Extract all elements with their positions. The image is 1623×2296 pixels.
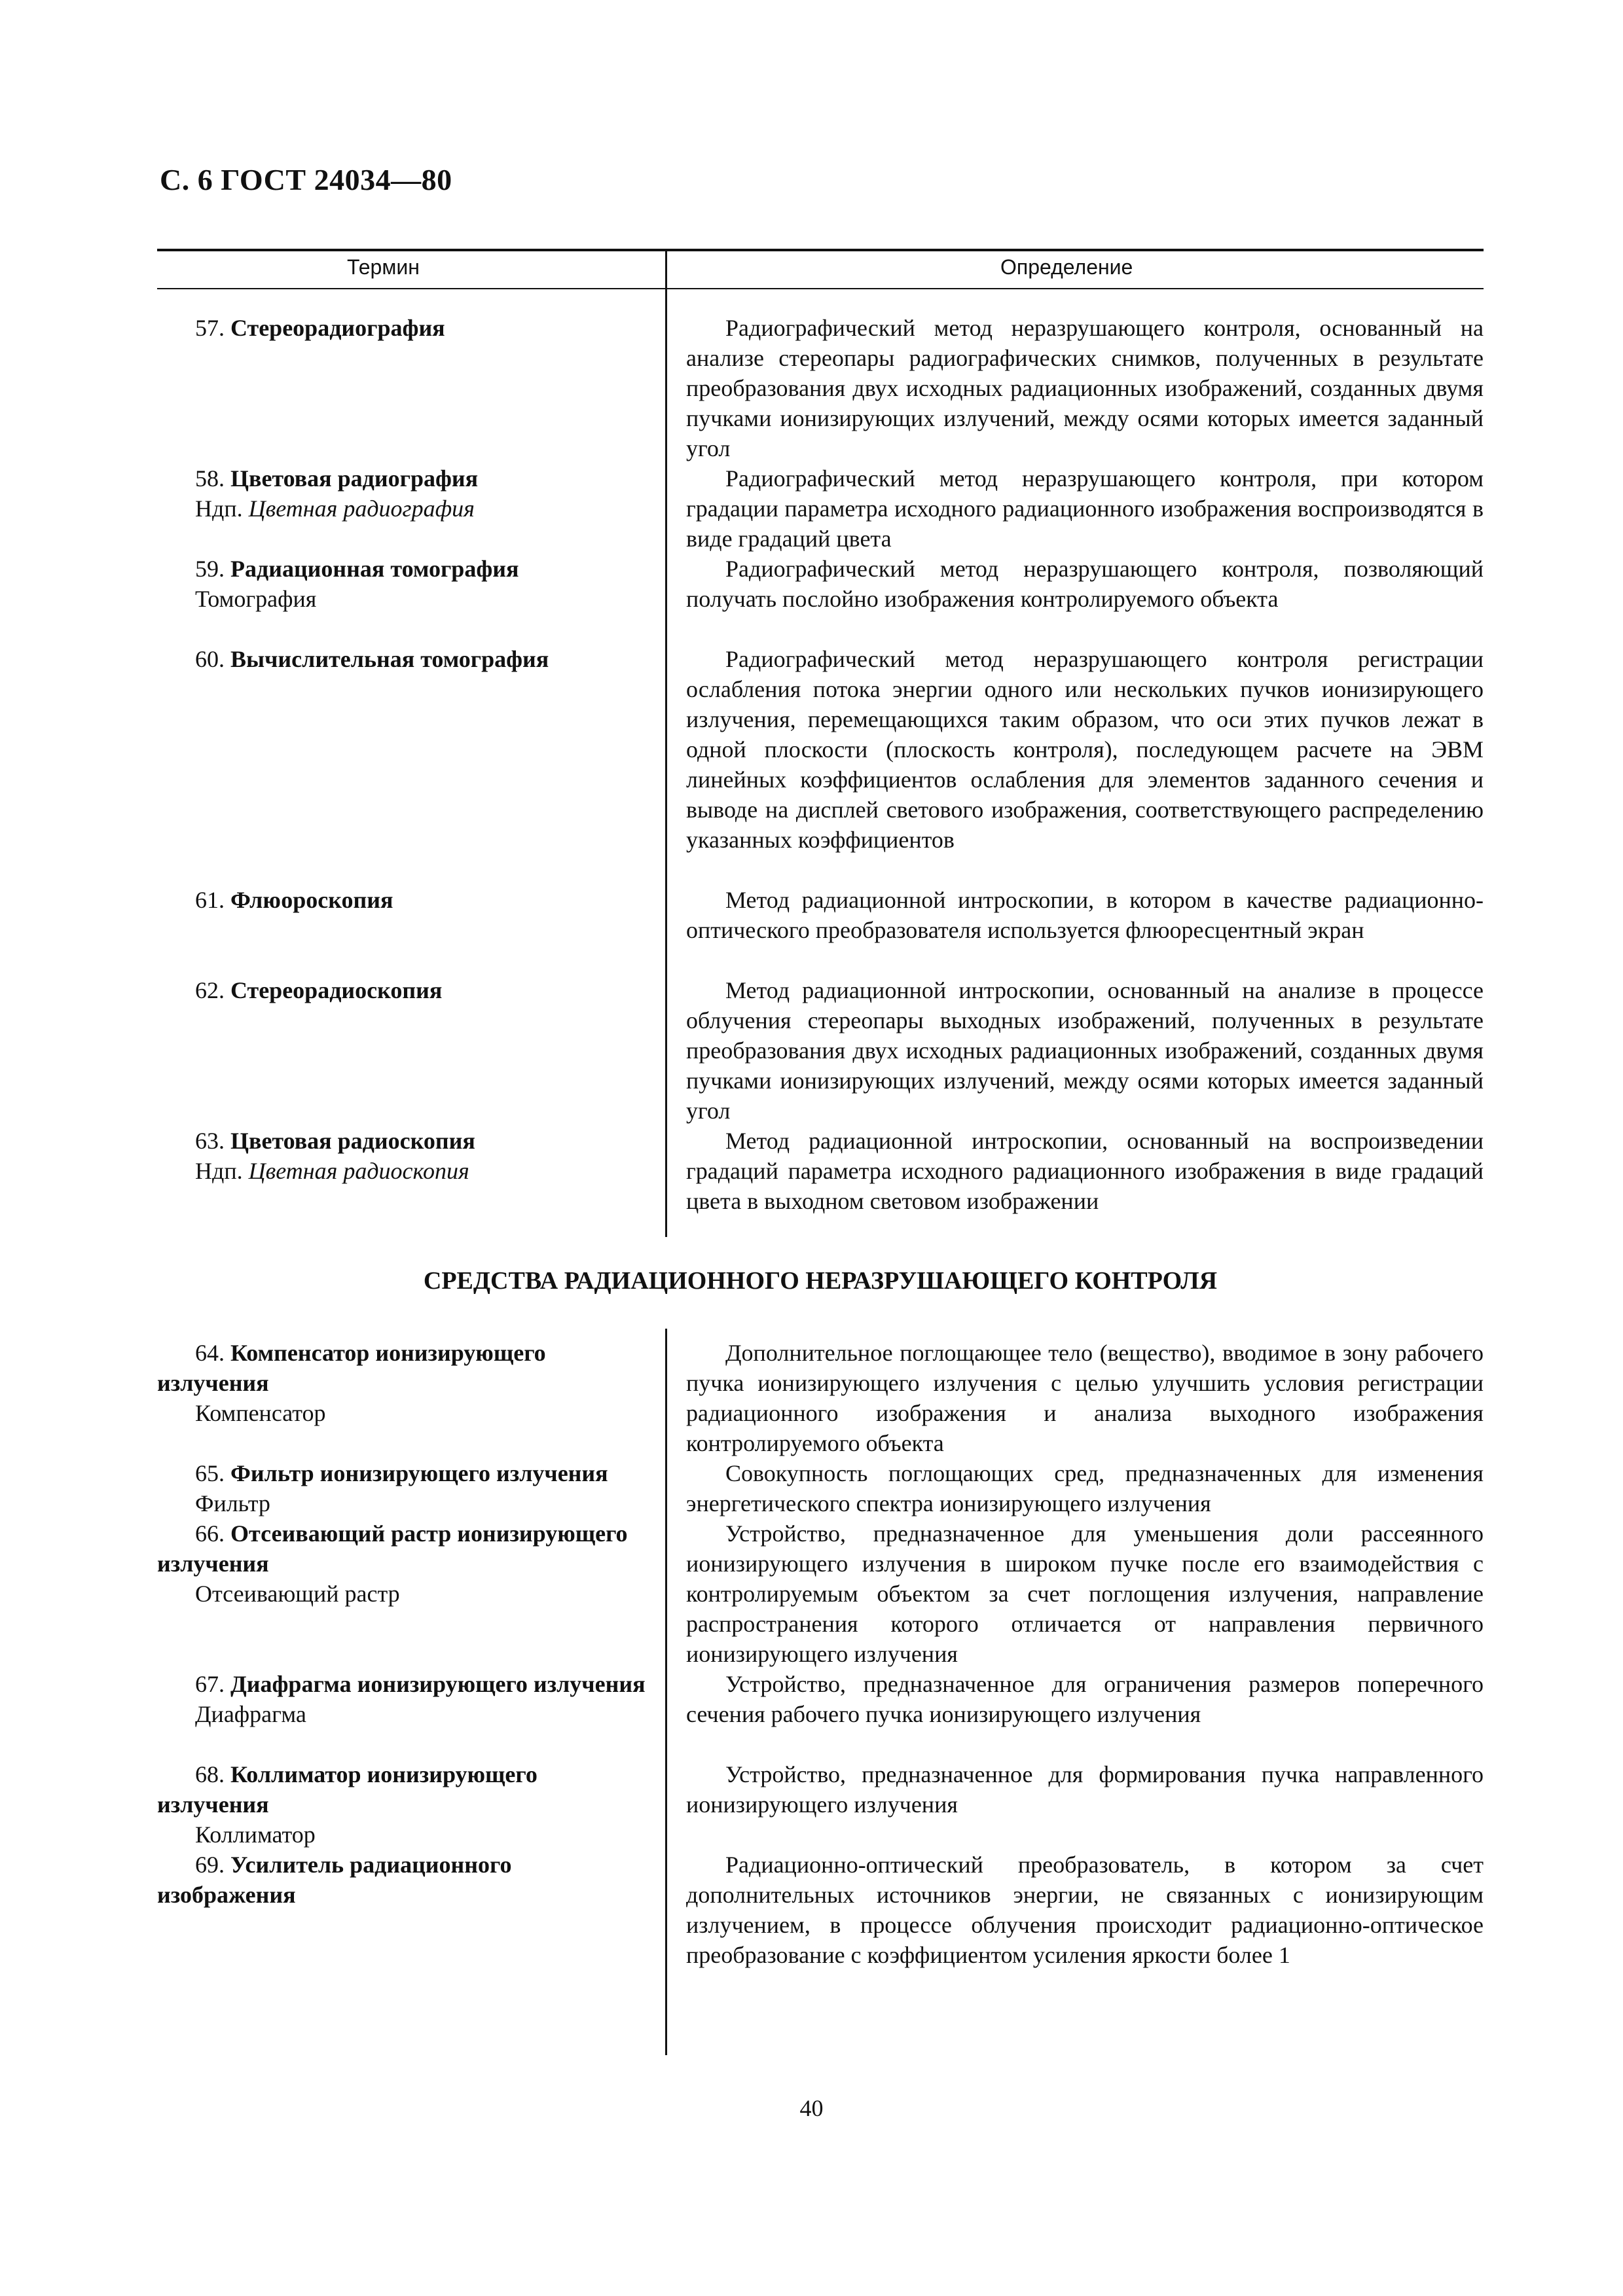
definition-65: Совокупность поглощающих сред, предназначенных для изменения энергетического спектра ионизирующего излучения — [686, 1460, 1484, 1516]
definition-68: Устройство, предназначенное для формирования пучка направленного ионизирующего излучения — [686, 1761, 1484, 1818]
term-66: 66. Отсеивающий растр ионизирующего излучения Отсеивающий растр — [157, 1520, 628, 1607]
definition-66: Устройство, предназначенное для уменьшения доли рассеянного ионизирующего излучения в широком пучке после его взаимодействия с контролируемым объектом за счет поглощения излучения, направление распространения которого отличается от направления первичного ионизирующего излучения — [686, 1520, 1484, 1667]
term-69: 69. Усилитель радиационного изображения — [157, 1852, 512, 1908]
column-divider-1 — [665, 249, 667, 1237]
definition-69: Радиационно-оптический преобразователь, в котором за счет дополнительных источников энергии, не связанных с ионизирующим излучением, в процессе облучения происходит радиационно-оптическое преобразование с коэффициентом усиления яркости более 1 — [686, 1852, 1484, 1968]
term-63: 63. Цветовая радиоскопия Ндп. Цветная радиоскопия — [195, 1128, 475, 1184]
definition-61: Метод радиационной интроскопии, в котором в качестве радиационно-оптического преобразователя используется флюоресцентный экран — [686, 887, 1484, 943]
definition-67: Устройство, предназначенное для ограничения размеров поперечного сечения рабочего пучка ионизирующего излучения — [686, 1671, 1484, 1727]
term-61: 61. Флюороскопия — [195, 887, 393, 913]
term-62: 62. Стереорадиоскопия — [195, 977, 443, 1003]
term-68: 68. Коллиматор ионизирующего излучения Коллиматор — [157, 1761, 538, 1848]
column-header-term: Термин — [347, 255, 420, 279]
table-header-rule — [157, 288, 1484, 289]
page-number: 40 — [799, 2095, 824, 2121]
section-title: СРЕДСТВА РАДИАЦИОННОГО НЕРАЗРУШАЮЩЕГО КОНТРОЛЯ — [423, 1267, 1218, 1295]
definition-59: Радиографический метод неразрушающего контроля, позволяющий получать послойно изображения контролируемого объекта — [686, 556, 1484, 612]
column-divider-2 — [665, 1329, 667, 2055]
page-header: С. 6 ГОСТ 24034—80 — [160, 163, 452, 196]
definition-58: Радиографический метод неразрушающего контроля, при котором градации параметра исходного радиационного изображения воспроизводятся в виде градаций цвета — [686, 465, 1484, 552]
term-67: 67. Диафрагма ионизирующего излучения Диафрагма — [195, 1671, 646, 1727]
term-57: 57. Стереорадиография — [195, 315, 445, 341]
term-64: 64. Компенсатор ионизирующего излучения Компенсатор — [157, 1340, 546, 1426]
definition-64: Дополнительное поглощающее тело (вещество), вводимое в зону рабочего пучка ионизирующего излучения с целью улучшить условия регистрации радиационного изображения и анализа выходного изображения контролируемого объекта — [686, 1340, 1484, 1456]
term-59: 59. Радиационная томография Томография — [195, 556, 519, 612]
definition-62: Метод радиационной интроскопии, основанный на анализе в процессе облучения стереопары выходных изображений, полученных в результате преобразования двух исходных радиационных изображений, созданных двумя пучками ионизирующих излучений, между осями которых имеется заданный угол — [686, 977, 1484, 1124]
definition-63: Метод радиационной интроскопии, основанный на воспроизведении градаций параметра исходного радиационного изображения в виде градаций цвета в выходном световом изображении — [686, 1128, 1484, 1214]
term-58: 58. Цветовая радиография Ндп. Цветная радиография — [195, 465, 479, 522]
definition-57: Радиографический метод неразрушающего контроля, основанный на анализе стереопары радиографических снимков, полученных в результате преобразования двух исходных радиационных изображений, созданных двумя пучками ионизирующих излучений, между осями которых имеется заданный угол — [686, 315, 1484, 461]
table-top-rule — [157, 249, 1484, 251]
column-header-definition: Определение — [1000, 255, 1133, 279]
definition-60: Радиографический метод неразрушающего контроля регистрации ослабления потока энергии одного или нескольких пучков ионизирующего излучения, перемещающихся таким образом, что оси этих пучков лежат в одной плоскости (плоскость контроля), последующем расчете на ЭВМ линейных коэффициентов ослабления для элементов заданного сечения и выводе на дисплей светового изображения, соответствующего распределению указанных коэффициентов — [686, 646, 1484, 853]
term-65: 65. Фильтр ионизирующего излучения Фильтр — [195, 1460, 608, 1516]
term-60: 60. Вычислительная томография — [195, 646, 549, 672]
